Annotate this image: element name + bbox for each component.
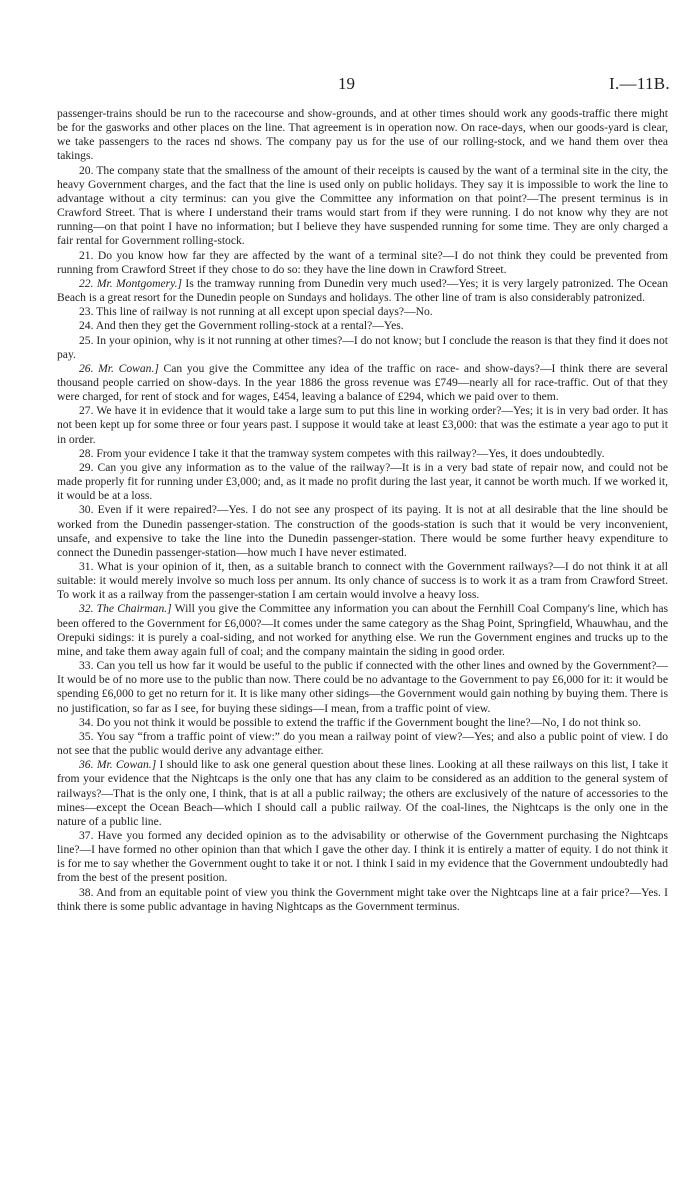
paragraph: 36. Mr. Cowan.] I should like to ask one general question about these lines. Looking at all these railways on this list, I take it from your evidence that the Nightcaps is the only one that has any claim to be considered as an addition to the general system of railways?—That is the only one, I think, that is at all a public railway; the others are exclusively of the nature of accessories to the mines—except the Ocean Beach—which I should call a public railway. Of the coal-lines, the Nightcaps is the only one in the nature of a public line.: [57, 758, 668, 828]
speaker-label: 36. Mr. Cowan.]: [79, 758, 157, 772]
paragraph: 26. Mr. Cowan.] Can you give the Committee any idea of the traffic on race- and show-days?—I think there are several thousand people carried on show-days. In the year 1886 the gross revenue was £749—nearly all for race-traffic. Out of that they were charged, for rent of stock and for wages, £454, leaving a balance of £294, which we paid over to them.: [57, 361, 669, 404]
page-header: [0, 74, 700, 96]
page-number: 19: [338, 74, 355, 93]
speaker-label: 26. Mr. Cowan.]: [79, 361, 159, 375]
paragraph: 22. Mr. Montgomery.] Is the tramway running from Dunedin very much used?—Yes; it is very largely patronized. The Ocean Beach is a great resort for the Dunedin people on Sundays and holidays. The other line of tram is also considerably patronized.: [57, 276, 668, 305]
paragraph: passenger-trains should be run to the racecourse and show-grounds, and at other times should work any goods-traffic there might be for the gasworks and other places on the line. That agreement is in operation now. On race-days, when our goods-yard is clear, we take passengers to the races nd shows. The company pay us for the use of our rolling-stock, and we hand them over thea takings.: [57, 107, 668, 163]
paragraph: 20. The company state that the smallness of the amount of their receipts is caused by the want of a terminal site in the city, the heavy Government charges, and the fact that the line is used only on public holidays. They say it is impossible to work the line to advantage without a city terminus: can you give the Committee any information on that point?—The present terminus is in Crawford Street. That is where I understand their trams would start from if they were running. I do not know why they are not running—on that point I have no information; but I believe they have suspended running for some time. They are only charged a fair rental for Government rolling-stock.: [57, 163, 668, 248]
speaker-label: 32. The Chairman.]: [79, 602, 172, 616]
paragraph: 21. Do you know how far they are affected by the want of a terminal site?—I do not think they could be prevented from running from Crawford Street if they chose to do so: they have the line down in Crawford Street.: [57, 248, 668, 276]
paragraph: 28. From your evidence I take it that the tramway system competes with this railway?—Yes, it does undoubtedly.: [79, 446, 605, 460]
evidence-text: [57, 107, 668, 914]
paragraph: 29. Can you give any information as to the value of the railway?—It is in a very bad state of repair now, and could not be made properly fit for running under £3,000; and, as it made no profit during the last year, it cannot be worth much. If we worked it, it would be at a loss.: [57, 460, 668, 503]
paragraph: 23. This line of railway is not running at all except upon special days?—No.: [79, 305, 433, 319]
paragraph: 37. Have you formed any decided opinion as to the advisability or otherwise of the Government purchasing the Nightcaps line?—I have formed no other opinion than that which I gave the other day. I think it is entirely a matter of equity. I do not think it is for me to say whether the Government ought to take it or not. I think I said in my evidence that the Government undoubtedly had from the best of the present position.: [57, 828, 668, 885]
paragraph: 30. Even if it were repaired?—Yes. I do not see any prospect of its paying. It is not at all desirable that the line should be worked from the Dunedin passenger-station. The construction of the goods-station is such that it would be very inconvenient, unsafe, and expensive to take the line into the Dunedin passenger-station. There would be some further heavy expenditure to connect the Dunedin passenger-station—how much I have never estimated.: [57, 503, 668, 559]
speaker-label: 22. Mr. Montgomery.]: [79, 276, 183, 290]
paragraph: 34. Do you not think it would be possible to extend the traffic if the Government bought the line?—No, I do not think so.: [79, 715, 641, 729]
paragraph: 31. What is your opinion of it, then, as a suitable branch to connect with the Government railways?—I do not think it at all suitable: it would merely involve so much loss per annum. Its only chance of success is to work it as a tram from Crawford Street. To work it as a railway from the passenger-station I am certain would involve a heavy loss.: [57, 560, 668, 602]
paragraph: 27. We have it in evidence that it would take a large sum to put this line in working order?—Yes; it is in very bad order. It has not been kept up for some three or four years past. I suppose it would take at least £3,000: that was the estimate a year ago to put it in order.: [57, 404, 668, 446]
paragraph: 33. Can you tell us how far it would be useful to the public if connected with the other lines and owned by the Government?—It would be of no more use to the public than now. There could be no advantage to the Government to pay £6,000 for it: it would be spending £6,000 to get no return for it. It is like many other sidings—the Government would gain nothing by buying them. There is no justification, so far as I see, for buying these sidings—I mean, from a traffic point of view.: [57, 659, 668, 715]
document-reference: I.—11B.: [609, 74, 670, 93]
paragraph: 32. The Chairman.] Will you give the Committee any information you can about the Fernhill Coal Company's line, which has been offered to the Government for £6,000?—It comes under the same category as the Shag Point, Springfield, Whauwhau, and the Orepuki sidings: it is purely a coal-siding, and not worked for anything else. We run the Government engines and trucks up to the mine, and take them away again full of coal; and the company maintain the siding in good order.: [57, 602, 668, 658]
paragraph: 35. You say “from a traffic point of view:” do you mean a railway point of view?—Yes; and also a public point of view. I do not see that the public would derive any advantage either.: [57, 729, 668, 758]
paragraph: 24. And then they get the Government rolling-stock at a rental?—Yes.: [79, 319, 404, 333]
paragraph: 25. In your opinion, why is it not running at other times?—I do not know; but I conclude the reason is that they find it does not pay.: [57, 333, 668, 361]
paragraph: 38. And from an equitable point of view you think the Government might take over the Nightcaps line at a fair price?—Yes. I think there is some public advantage in having Nightcaps as the Government terminus.: [57, 885, 668, 913]
